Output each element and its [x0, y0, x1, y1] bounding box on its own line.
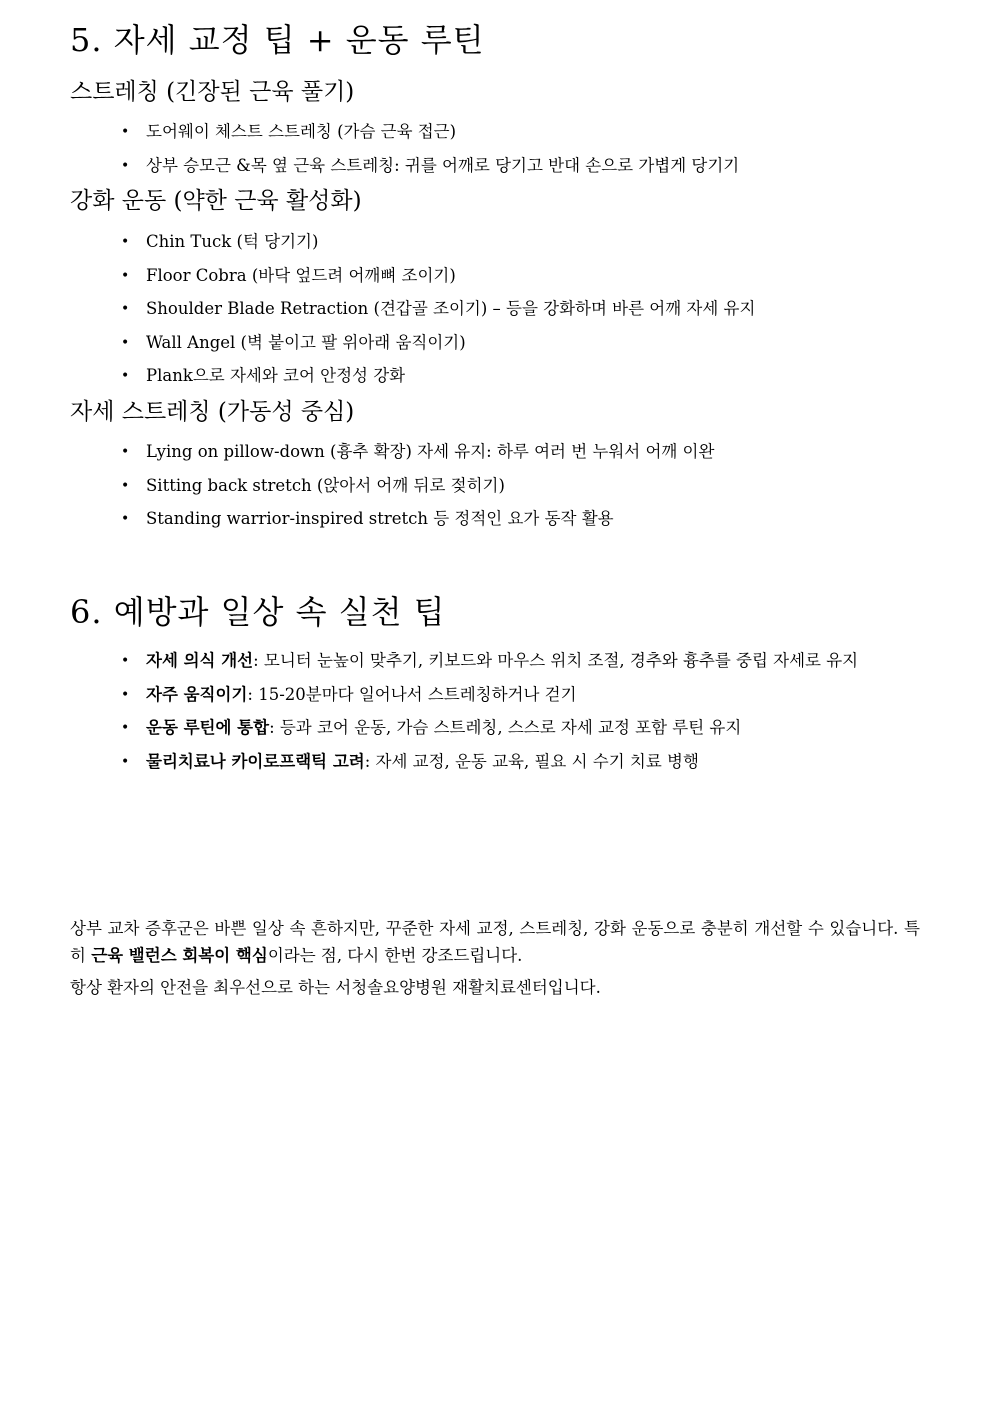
bullet-icon: •	[121, 720, 130, 736]
bullet-icon: •	[121, 124, 130, 140]
list-item-rest: : 모니터 눈높이 맞추기, 키보드와 마우스 위치 조절, 경추와 흉추를 중립 자세로 유지	[253, 651, 859, 670]
list-item-text: Floor Cobra (바닥 엎드려 어깨뼈 조이기)	[146, 265, 456, 285]
strengthening-list	[0, 231, 992, 399]
bullet-icon: •	[121, 267, 130, 284]
prevention-list	[0, 650, 992, 784]
hospital-signature-line: 항상 환자의 안전을 최우선으로 하는 서청솔요양병원 재활치료센터입니다.	[70, 978, 601, 997]
list-item	[0, 365, 992, 399]
list-item	[0, 231, 992, 265]
list-item	[0, 265, 992, 299]
stretching-list	[0, 121, 992, 188]
bullet-icon: •	[121, 477, 130, 494]
bullet-icon: •	[121, 653, 130, 669]
bullet-icon: •	[121, 368, 130, 384]
list-item-text	[146, 717, 741, 739]
list-item	[0, 298, 992, 332]
list-item-bold: 물리치료나 카이로프랙틱 고려	[146, 751, 365, 771]
list-item-text: Shoulder Blade Retraction (견갑골 조이기) – 등을 강화하며 바른 어깨 자세 유지	[146, 299, 756, 318]
strengthening-heading: 강화 운동 (약한 근육 활성화)	[70, 188, 362, 214]
list-item	[0, 155, 992, 189]
list-item-text: Lying on pillow-down (흉추 확장) 자세 유지: 하루 여러 번 누워서 어깨 이완	[146, 442, 715, 461]
bullet-icon: •	[121, 334, 130, 351]
list-item	[0, 475, 992, 509]
list-item	[0, 332, 992, 366]
list-item-text: 도어웨이 체스트 스트레칭 (가슴 근육 접근)	[146, 122, 457, 141]
bullet-icon: •	[121, 157, 130, 174]
list-item	[0, 441, 992, 475]
list-item-text	[146, 751, 699, 773]
list-item-text: Chin Tuck (턱 당기기)	[146, 232, 319, 251]
stretching-heading: 스트레칭 (긴장된 근육 풀기)	[70, 79, 355, 105]
list-item-rest: : 자세 교정, 운동 교육, 필요 시 수기 치료 병행	[364, 751, 699, 771]
list-item-text: Sitting back stretch (앉아서 어깨 뒤로 젖히기)	[146, 475, 505, 495]
list-item-bold: 운동 루틴에 통합	[146, 718, 270, 737]
closing-paragraph	[70, 915, 920, 969]
mobility-list	[0, 441, 992, 542]
list-item-text: Standing warrior-inspired stretch 등 정적인 요가 동작 활용	[146, 509, 614, 528]
list-item-bold: 자세 의식 개선	[146, 651, 254, 670]
list-item-text: 상부 승모근 &목 옆 근육 스트레칭: 귀를 어깨로 당기고 반대 손으로 가볍게 당기기	[146, 155, 740, 175]
list-item-text: Wall Angel (벽 붙이고 팔 위아래 움직이기)	[146, 332, 466, 352]
bullet-icon: •	[121, 444, 130, 460]
bullet-icon: •	[121, 686, 130, 703]
list-item-rest: : 등과 코어 운동, 가슴 스트레칭, 스스로 자세 교정 포함 루틴 유지	[269, 718, 742, 737]
list-item	[0, 650, 992, 684]
list-item	[0, 508, 992, 542]
list-item	[0, 717, 992, 751]
closing-text-end: 이라는 점, 다시 한번 강조드립니다.	[267, 946, 523, 965]
bullet-icon: •	[121, 301, 130, 317]
list-item-rest: : 15-20분마다 일어나서 스트레칭하거나 걷기	[247, 684, 577, 704]
bullet-icon: •	[121, 753, 130, 770]
closing-emphasis: 근육 밸런스 회복이 핵심	[91, 946, 268, 965]
section-6-title: 6. 예방과 일상 속 실천 팁	[70, 593, 446, 631]
list-item	[0, 684, 992, 718]
list-item	[0, 751, 992, 785]
bullet-icon: •	[121, 234, 130, 250]
list-item-bold: 자주 움직이기	[146, 684, 248, 704]
list-item	[0, 121, 992, 155]
bullet-icon: •	[121, 511, 130, 527]
closing-text-start: 상부 교차 증후군은 바쁜 일상 속 흔하지만, 꾸준한 자세 교정, 스트레칭, 강화 운동으로 충분히 개선할 수 있습니다. 특히	[70, 919, 920, 965]
section-5-title: 5. 자세 교정 팁 + 운동 루틴	[70, 21, 485, 59]
mobility-heading: 자세 스트레칭 (가동성 중심)	[70, 399, 355, 425]
list-item-text	[146, 650, 858, 672]
list-item-text	[146, 684, 577, 706]
list-item-text: Plank으로 자세와 코어 안정성 강화	[146, 366, 406, 385]
